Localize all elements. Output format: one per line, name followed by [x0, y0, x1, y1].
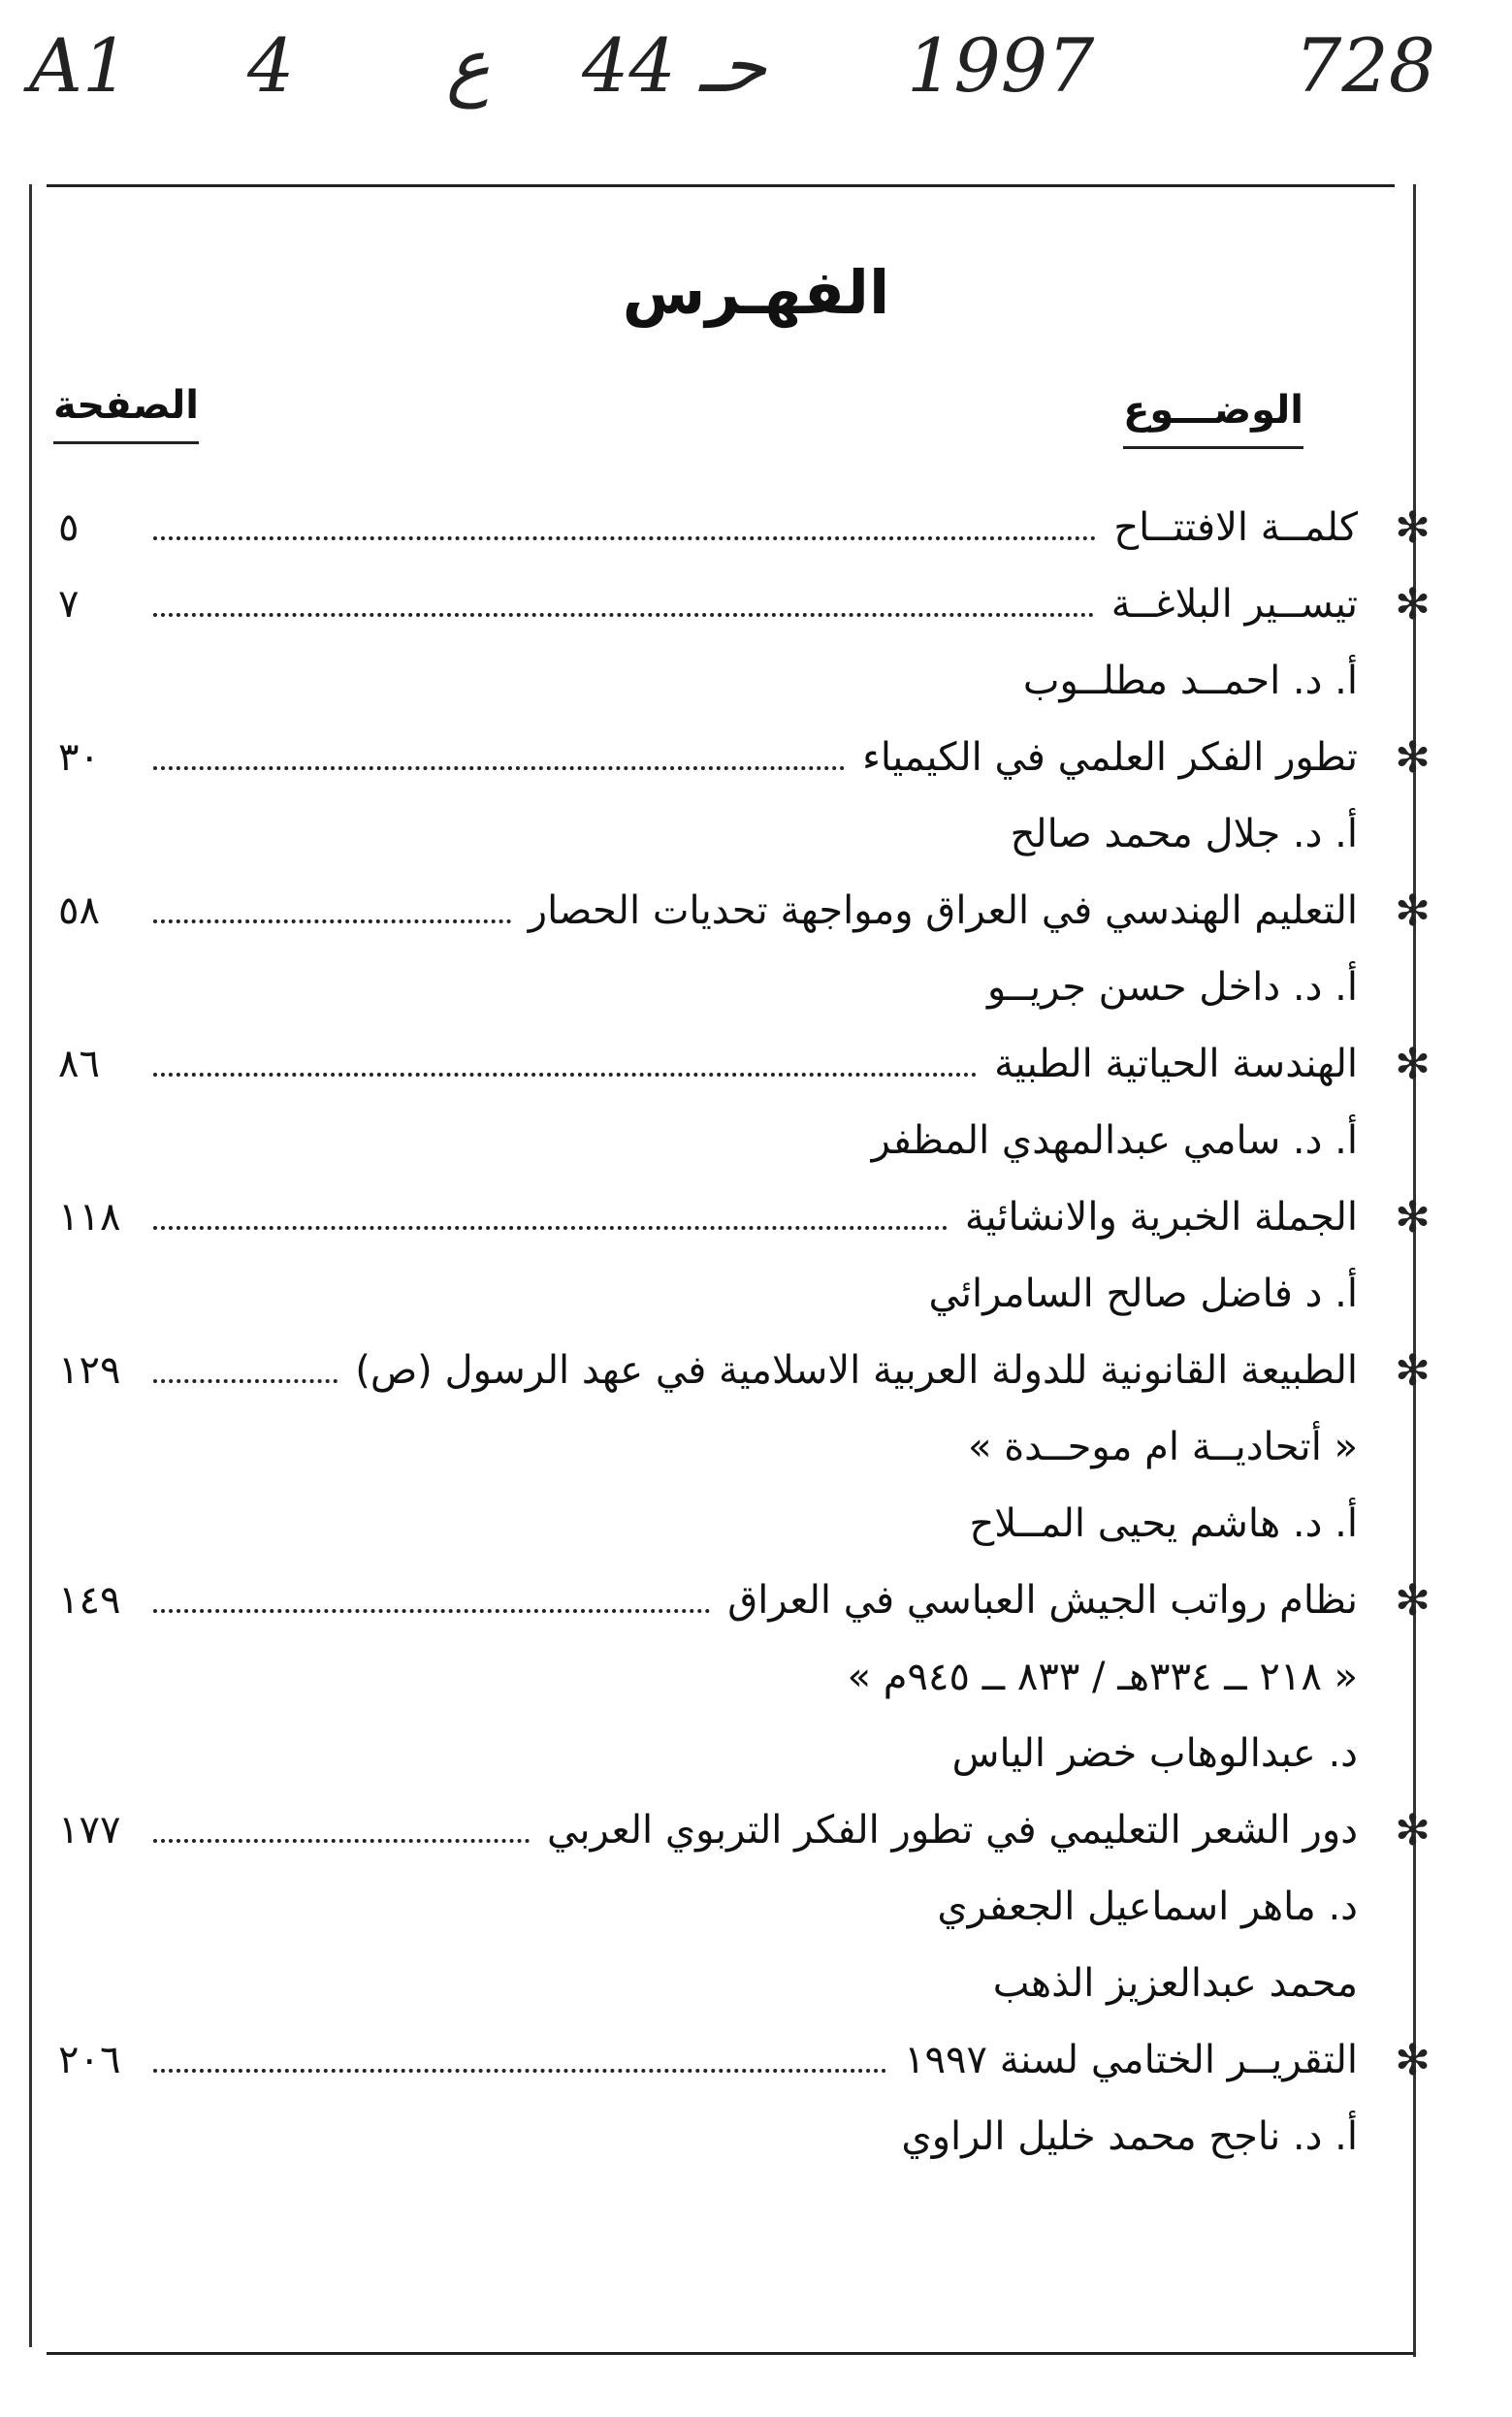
toc-author-or-subtitle: « أتحاديــة ام موحــدة » [968, 1425, 1358, 1469]
topic-column-header [1123, 388, 1303, 449]
toc-entry-row [58, 720, 1358, 796]
page-header-underline [53, 441, 199, 444]
dot-leader [153, 613, 1094, 617]
toc-subline [58, 1486, 1426, 1563]
dot-leader [153, 1609, 710, 1613]
dot-leader [153, 766, 845, 770]
toc-entry [58, 720, 1431, 796]
handwritten-letter: ع [446, 22, 491, 109]
toc-subline [58, 1946, 1426, 2022]
asterisk-icon: ✻ [1395, 886, 1431, 936]
topic-header-underline [1123, 446, 1303, 449]
handwritten-year: 1997 [907, 22, 1095, 109]
toc-entry-row [58, 1792, 1358, 1869]
toc-author-or-subtitle: أ. د. هاشم يحيى المــلاح [969, 1501, 1358, 1546]
handwritten-page-count: 728 [1295, 22, 1436, 109]
toc-entry-title: دور الشعر التعليمي في تطور الفكر التربوي العربي [546, 1808, 1358, 1853]
toc-page-number: ٧ [58, 582, 80, 627]
toc-entry-row [58, 2022, 1358, 2099]
dot-leader [153, 536, 1096, 540]
toc-entry [58, 873, 1431, 950]
asterisk-icon: ✻ [1395, 1806, 1431, 1855]
toc-entry [58, 1333, 1431, 1409]
toc-entry-title: التقريــر الختامي لسنة ١٩٩٧ [904, 2038, 1358, 2082]
topic-header-label: الوضـــوع [1123, 388, 1303, 433]
toc-page-number: ١١٨ [58, 1195, 121, 1240]
left-border [29, 184, 32, 2347]
toc-subline [58, 1639, 1426, 1716]
toc-subline [58, 1716, 1426, 1792]
dot-leader [153, 1073, 977, 1077]
asterisk-icon: ✻ [1395, 1040, 1431, 1089]
toc-page-number: ٥ [58, 505, 80, 550]
asterisk-icon: ✻ [1395, 1346, 1431, 1396]
asterisk-icon: ✻ [1395, 2036, 1431, 2085]
toc-entry-row [58, 1026, 1358, 1103]
toc-entry [58, 2022, 1431, 2099]
toc-author-or-subtitle: أ. د. داخل حسن جريــو [986, 965, 1358, 1010]
handwritten-number: 4 [247, 22, 295, 109]
page-header-label: الصفحة [53, 383, 200, 428]
toc-entry-row [58, 1333, 1358, 1409]
page-column-header [53, 383, 199, 444]
toc-entry-row [58, 1179, 1358, 1256]
handwritten-issue: 44 حـ [582, 22, 767, 109]
toc-entry [58, 1563, 1431, 1639]
toc-subline [58, 643, 1426, 720]
toc-page-number: ٣٠ [58, 735, 100, 780]
toc-author-or-subtitle: أ. د. احمــد مطلــوب [1022, 659, 1358, 703]
toc-entry-title: التعليم الهندسي في العراق ومواجهة تحديات الحصار [528, 888, 1358, 933]
toc-subline [58, 1256, 1426, 1333]
toc-author-or-subtitle: أ. د. جلال محمد صالح [1010, 812, 1358, 856]
dot-leader [153, 1379, 338, 1383]
toc-page-number: ١٤٩ [58, 1578, 121, 1623]
toc-entry [58, 1026, 1431, 1103]
toc-entry [58, 1792, 1431, 1869]
toc-author-or-subtitle: د. ماهر اسماعيل الجعفري [937, 1885, 1358, 1929]
dot-leader [153, 919, 511, 923]
toc-entry-row [58, 873, 1358, 950]
toc-entry-row [58, 1563, 1358, 1639]
toc-entry-title: الطبيعة القانونية للدولة العربية الاسلامية في عهد الرسول (ص) [355, 1348, 1358, 1393]
dot-leader [153, 2069, 886, 2073]
toc-entry-title: الجملة الخبرية والانشائية [964, 1195, 1358, 1240]
toc-entry [58, 1179, 1431, 1256]
asterisk-icon: ✻ [1395, 1576, 1431, 1626]
toc-page-number: ٨٦ [58, 1042, 100, 1086]
asterisk-icon: ✻ [1395, 503, 1431, 553]
dot-leader [153, 1839, 530, 1843]
toc-entry-title: الهندسة الحياتية الطبية [994, 1042, 1358, 1086]
toc-entry-row [58, 490, 1358, 566]
asterisk-icon: ✻ [1395, 1193, 1431, 1242]
asterisk-icon: ✻ [1395, 733, 1431, 783]
toc-page-number: ١٧٧ [58, 1808, 121, 1853]
toc-page-number: ٥٨ [58, 888, 100, 933]
toc-subline [58, 796, 1426, 873]
toc-author-or-subtitle: د. عبدالوهاب خضر الياس [951, 1731, 1358, 1776]
toc-author-or-subtitle: « ٢١٨ ــ ٣٣٤هـ / ٨٣٣ ــ ٩٤٥م » [847, 1655, 1358, 1699]
toc-entry-title: نظام رواتب الجيش العباسي في العراق [727, 1578, 1358, 1623]
toc-entry-title: تطور الفكر العلمي في الكيمياء [862, 735, 1358, 780]
toc-page-number: ٢٠٦ [58, 2038, 121, 2082]
toc-subline [58, 1103, 1426, 1179]
toc-entry [58, 490, 1431, 566]
toc-subline [58, 1869, 1426, 1946]
toc-author-or-subtitle: أ. د فاضل صالح السامرائي [928, 1272, 1358, 1316]
toc-entry-row [58, 566, 1358, 643]
toc-subline [58, 950, 1426, 1026]
asterisk-icon: ✻ [1395, 580, 1431, 629]
toc-author-or-subtitle: محمد عبدالعزيز الذهب [992, 1961, 1358, 2006]
toc-page-number: ١٢٩ [58, 1348, 121, 1393]
bottom-divider [47, 2352, 1414, 2355]
table-of-contents [58, 490, 1431, 2175]
toc-entry [58, 566, 1431, 643]
top-divider [47, 184, 1395, 187]
page-title: الفهـرس [622, 257, 890, 328]
toc-subline [58, 1409, 1426, 1486]
toc-entry-title: كلمــة الافتتــاح [1113, 505, 1358, 550]
handwritten-code: A1 [29, 22, 130, 109]
toc-entry-title: تيســير البلاغــة [1110, 582, 1358, 627]
toc-subline [58, 2099, 1426, 2175]
toc-author-or-subtitle: أ. د. ناجح محمد خليل الراوي [901, 2114, 1358, 2159]
dot-leader [153, 1226, 948, 1230]
toc-author-or-subtitle: أ. د. سامي عبدالمهدي المظفر [871, 1118, 1358, 1163]
